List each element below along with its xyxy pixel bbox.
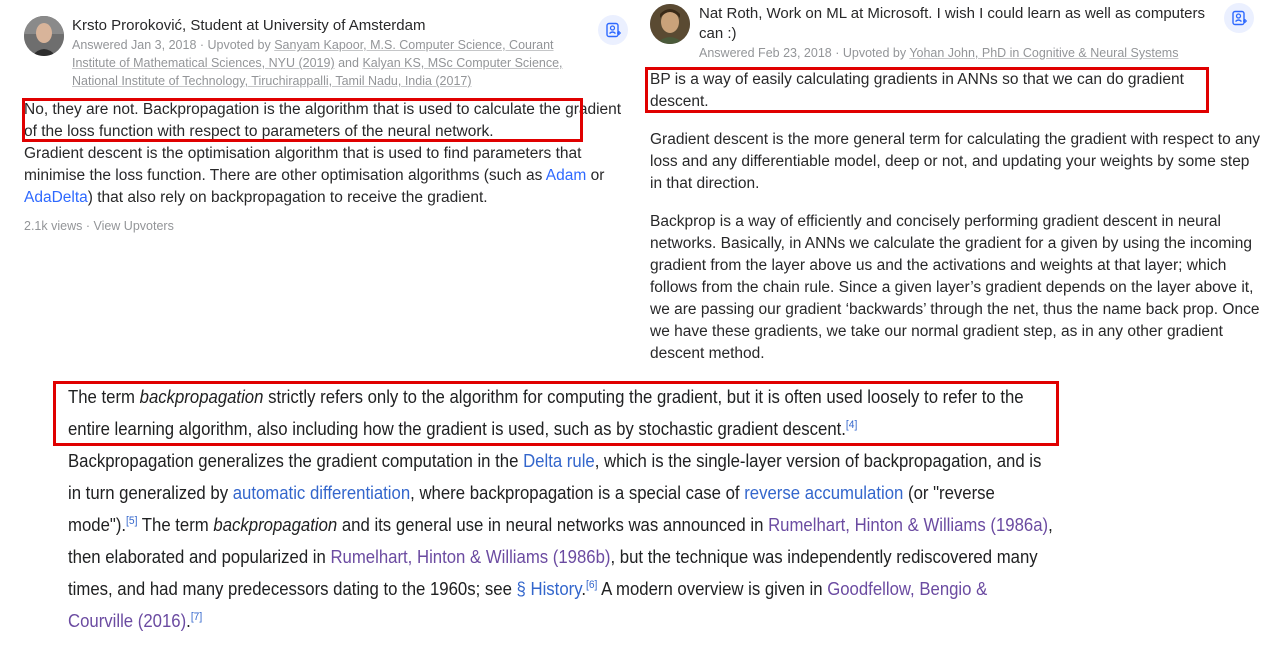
wiki-text: Backpropagation generalizes the gradient computation in the [68, 451, 524, 471]
answer-footer [24, 219, 174, 233]
separator: · [82, 219, 94, 233]
meta-and: and [334, 56, 363, 70]
paragraph-text: ) that also rely on backpropagation to receive the gradient. [87, 189, 488, 206]
upvoter-link[interactable]: Kalyan KS, MSc Computer Science, National Institute of Technology, Tiruchirappalli, Tamil Nadu, India (2017) [72, 56, 563, 88]
author-info [699, 4, 1219, 62]
author-avatar[interactable] [24, 16, 64, 56]
adadelta-link[interactable]: AdaDelta [24, 189, 88, 206]
wiki-text: (or "reverse mode"). [68, 483, 995, 535]
delta-rule-link[interactable]: Delta rule [523, 451, 595, 471]
automatic-differentiation-link[interactable]: automatic differentiation [232, 483, 411, 503]
wiki-text: . [581, 579, 587, 599]
answer-meta [72, 36, 592, 90]
upvoter-link[interactable]: Sanyam Kapoor, M.S. Computer Science, Courant Institute of Mathematical Sciences, NYU (2019) [72, 38, 554, 70]
wiki-text: The term [68, 387, 140, 407]
answer-highlight-text: No, they are not. Backpropagation is the algorithm that is used to calculate the gradient of the loss function with respect to parameters of the neural network. [24, 101, 622, 140]
author-name[interactable]: Nat Roth, Work on ML at Microsoft. I wish I could learn as well as computers can :) [699, 5, 1206, 42]
wiki-emphasis: backpropagation [139, 387, 264, 407]
view-upvoters-link[interactable]: View Upvoters [93, 219, 174, 233]
wiki-text: strictly refers only to the algorithm for computing the gradient, but it is often used loosely to refer to the entire learning algorithm, also including how the gradient is used, such as by stochastic gradient descent. [68, 387, 1024, 439]
paragraph-text: Gradient descent is the optimisation algorithm that is used to find parameters that minimise the loss function. There are other optimisation algorithms (such as [24, 145, 582, 184]
author-info [72, 16, 592, 90]
wiki-emphasis: backpropagation [213, 515, 338, 535]
answer-body [24, 99, 624, 209]
author-avatar[interactable] [650, 4, 690, 44]
upvoter-link[interactable]: Yohan John, PhD in Cognitive & Neural Systems [909, 46, 1179, 60]
answer-date: Answered Feb 23, 2018 · Upvoted by [699, 46, 910, 60]
reference-4[interactable]: [4] [845, 419, 858, 431]
wiki-text: , which is the single-layer version of backpropagation, and is in turn generalized by [68, 451, 1042, 503]
view-count: 2.1k views [24, 219, 83, 233]
wiki-text: , where backpropagation is a special case of [410, 483, 745, 503]
paragraph-text: or [586, 167, 605, 184]
history-section-link[interactable]: § History [516, 579, 582, 599]
reference-5[interactable]: [5] [126, 515, 138, 527]
bookmark-person-icon [1231, 10, 1247, 26]
wiki-text: A modern overview is given in [597, 579, 828, 599]
follow-button[interactable] [1224, 3, 1254, 33]
wiki-text: . [186, 611, 191, 631]
wiki-paragraph [68, 445, 1054, 637]
answer-paragraph [24, 143, 624, 209]
answer-highlight-text: BP is a way of easily calculating gradients in ANNs so that we can do gradient descent. [650, 71, 1184, 110]
wikipedia-excerpt [68, 381, 1068, 637]
rumelhart-1986a-link[interactable]: Rumelhart, Hinton & Williams (1986a) [768, 515, 1049, 535]
answer-date: Answered Jan 3, 2018 · Upvoted by [72, 38, 275, 52]
wiki-text: The term [137, 515, 214, 535]
wiki-highlight-paragraph [68, 381, 1054, 445]
reverse-accumulation-link[interactable]: reverse accumulation [744, 483, 904, 503]
wiki-text: and its general use in neural networks was announced in [337, 515, 769, 535]
answer-paragraph: Backprop is a way of efficiently and concisely performing gradient descent in neural networks. Basically, in ANNs we calculate the gradient for a given by using the incoming gradient from the layer above us and the activations and weights at that layer; which follows from the chain rule. Since a given layer’s gradient depends on the layer above it, we are passing our gradient ‘backwards’ through the net, thus the name back prop. Once we have these gradients, we take our normal gradient step, as in any other gradient descent method. [650, 213, 1260, 362]
goodfellow-2016-link[interactable]: Goodfellow, Bengio & Courville (2016) [68, 579, 988, 631]
author-name[interactable]: Krsto Proroković, Student at University of Amsterdam [72, 17, 426, 34]
answer-paragraph: Gradient descent is the more general term for calculating the gradient with respect to any loss and any differentiable model, deep or not, and updating your weights by some step in that direction. [650, 131, 1260, 192]
reference-7[interactable]: [7] [190, 611, 203, 623]
follow-button[interactable] [598, 15, 628, 45]
rumelhart-1986b-link[interactable]: Rumelhart, Hinton & Williams (1986b) [330, 547, 611, 567]
bookmark-person-icon [605, 22, 621, 38]
adam-link[interactable]: Adam [545, 167, 587, 184]
answer-meta [699, 44, 1219, 62]
wiki-text: , but the technique was independently rediscovered many times, and had many predecessors dating to the 1960s; see [68, 547, 1038, 599]
reference-6[interactable]: [6] [586, 579, 598, 591]
wiki-text: , then elaborated and popularized in [68, 515, 1053, 567]
